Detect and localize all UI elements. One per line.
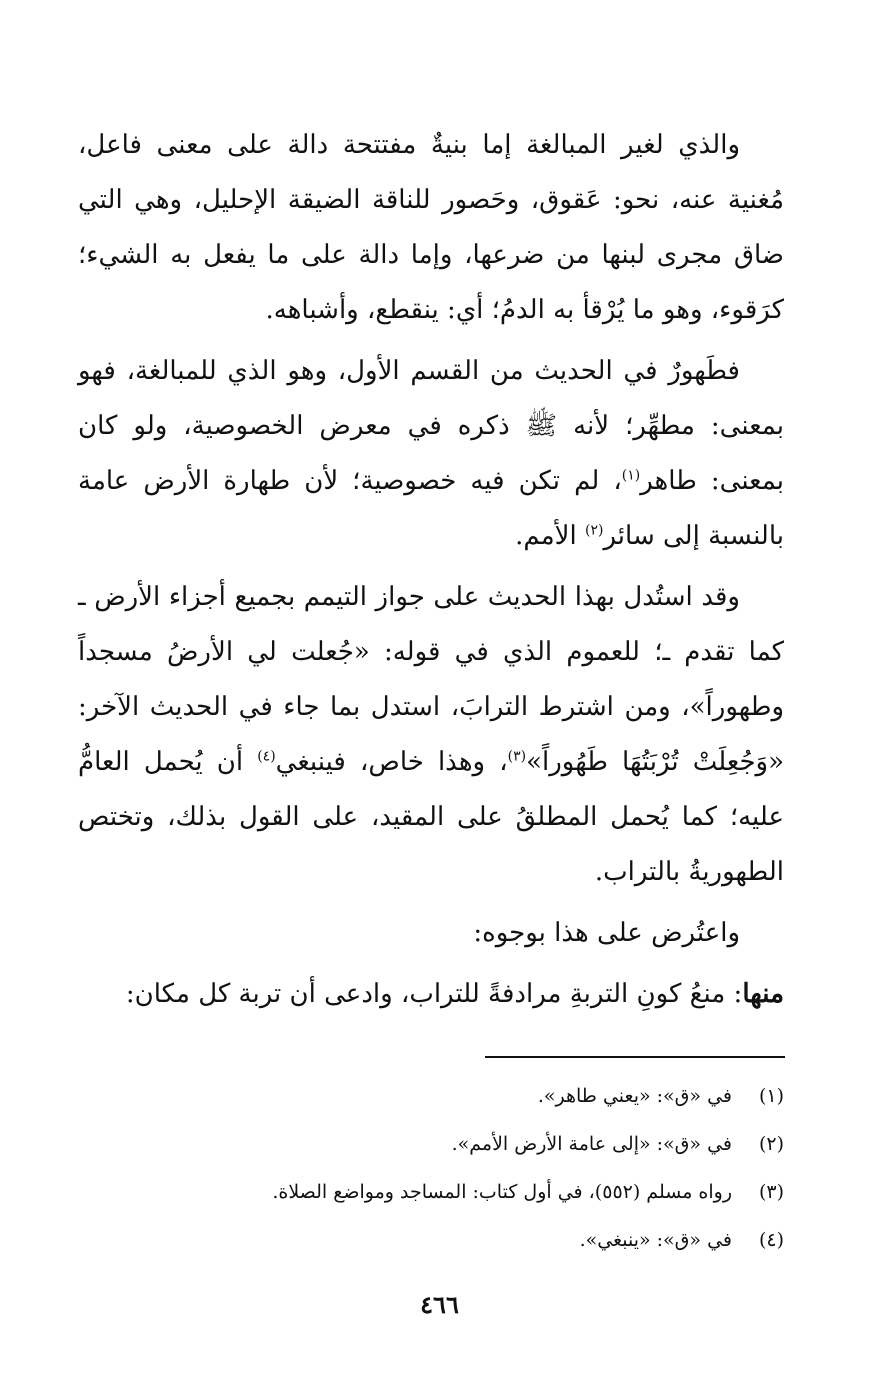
footnote-text: رواه مسلم (٥٥٢)، في أول كتاب: المساجد ومواضع الصلاة.	[272, 1181, 732, 1203]
footnote-3	[78, 1168, 784, 1216]
paragraph-2-part-c: الأمم.	[515, 521, 585, 551]
footnote-1	[78, 1072, 784, 1120]
page-number: ٤٦٦	[420, 1290, 459, 1319]
footnote-text: في «ق»: «إلى عامة الأرض الأمم».	[451, 1133, 732, 1155]
footnote-number: (٤)	[758, 1229, 784, 1251]
footnote-number: (١)	[758, 1085, 784, 1107]
paragraph-4: واعتُرض على هذا بوجوه:	[473, 918, 740, 948]
footnote-number: (٢)	[758, 1133, 784, 1155]
paragraph-1: والذي لغير المبالغة إما بنيةٌ مفتتحة دالة على معنى فاعل، مُغنية عنه، نحو: عَقوق، وحَصور للناقة الضيقة الإحليل، وهي التي ضاق مجرى لبنها من ضرعها، وإما دالة على ما يفعل به الشيء؛ كرَقوء، وهو ما يُرْقأ به الدمُ؛ أي: ينقطع، وأشباهه.	[78, 130, 784, 325]
footnotes	[78, 1072, 784, 1264]
paragraph-3-part-a: وقد استُدل بهذا الحديث على جواز التيمم بجميع أجزاء الأرض ـ كما تقدم ـ؛ للعموم الذي في قوله: «جُعلت لي الأرضُ مسجداً وطهوراً»، ومن اشترط الترابَ، استدل بما جاء في الحديث الآخر: «وَجُعِلَتْ تُرْبَتُهَا طَهُوراً»	[78, 582, 785, 777]
paragraph-5-rest: : منعُ كونِ التربةِ مرادفةً للتراب، وادعى أن تربة كل مكان:	[125, 979, 743, 1009]
paragraph-2	[78, 344, 784, 564]
footnote-ref-3[interactable]: (٣)	[507, 748, 527, 765]
paragraph-5	[78, 967, 784, 1022]
paragraph-3	[78, 570, 784, 900]
paragraph-2-part-b: ، لم تكن فيه خصوصية؛ لأن طهارة الأرض عامة بالنسبة إلى سائر	[78, 466, 784, 551]
footnote-ref-4[interactable]: (٤)	[257, 748, 276, 765]
paragraph-3-part-c: أن يُحمل العامُّ عليه؛ كما يُحمل المطلقُ على المقيد، على القول بذلك، وتختص الطهوريةُ بالتراب.	[78, 747, 784, 887]
footnote-ref-1[interactable]: (١)	[621, 467, 641, 484]
footnote-4	[78, 1216, 784, 1264]
paragraph-2-part-a: فطَهورٌ في الحديث من القسم الأول، وهو الذي للمبالغة، فهو بمعنى: مطهِّر؛ لأنه ﷺ ذكره في معرض الخصوصية، ولو كان بمعنى: طاهر	[78, 356, 784, 496]
footnote-text: في «ق»: «يعني طاهر».	[537, 1085, 732, 1107]
footnote-number: (٣)	[758, 1181, 784, 1203]
main-text	[78, 118, 784, 1028]
footnote-divider	[485, 1056, 785, 1058]
paragraph-5-lead: منها	[742, 979, 784, 1009]
footnote-2	[78, 1120, 784, 1168]
paragraph-3-part-b: ، وهذا خاص، فينبغي	[275, 747, 508, 777]
footnote-ref-2[interactable]: (٢)	[584, 522, 604, 539]
footnote-text: في «ق»: «ينبغي».	[579, 1229, 732, 1251]
